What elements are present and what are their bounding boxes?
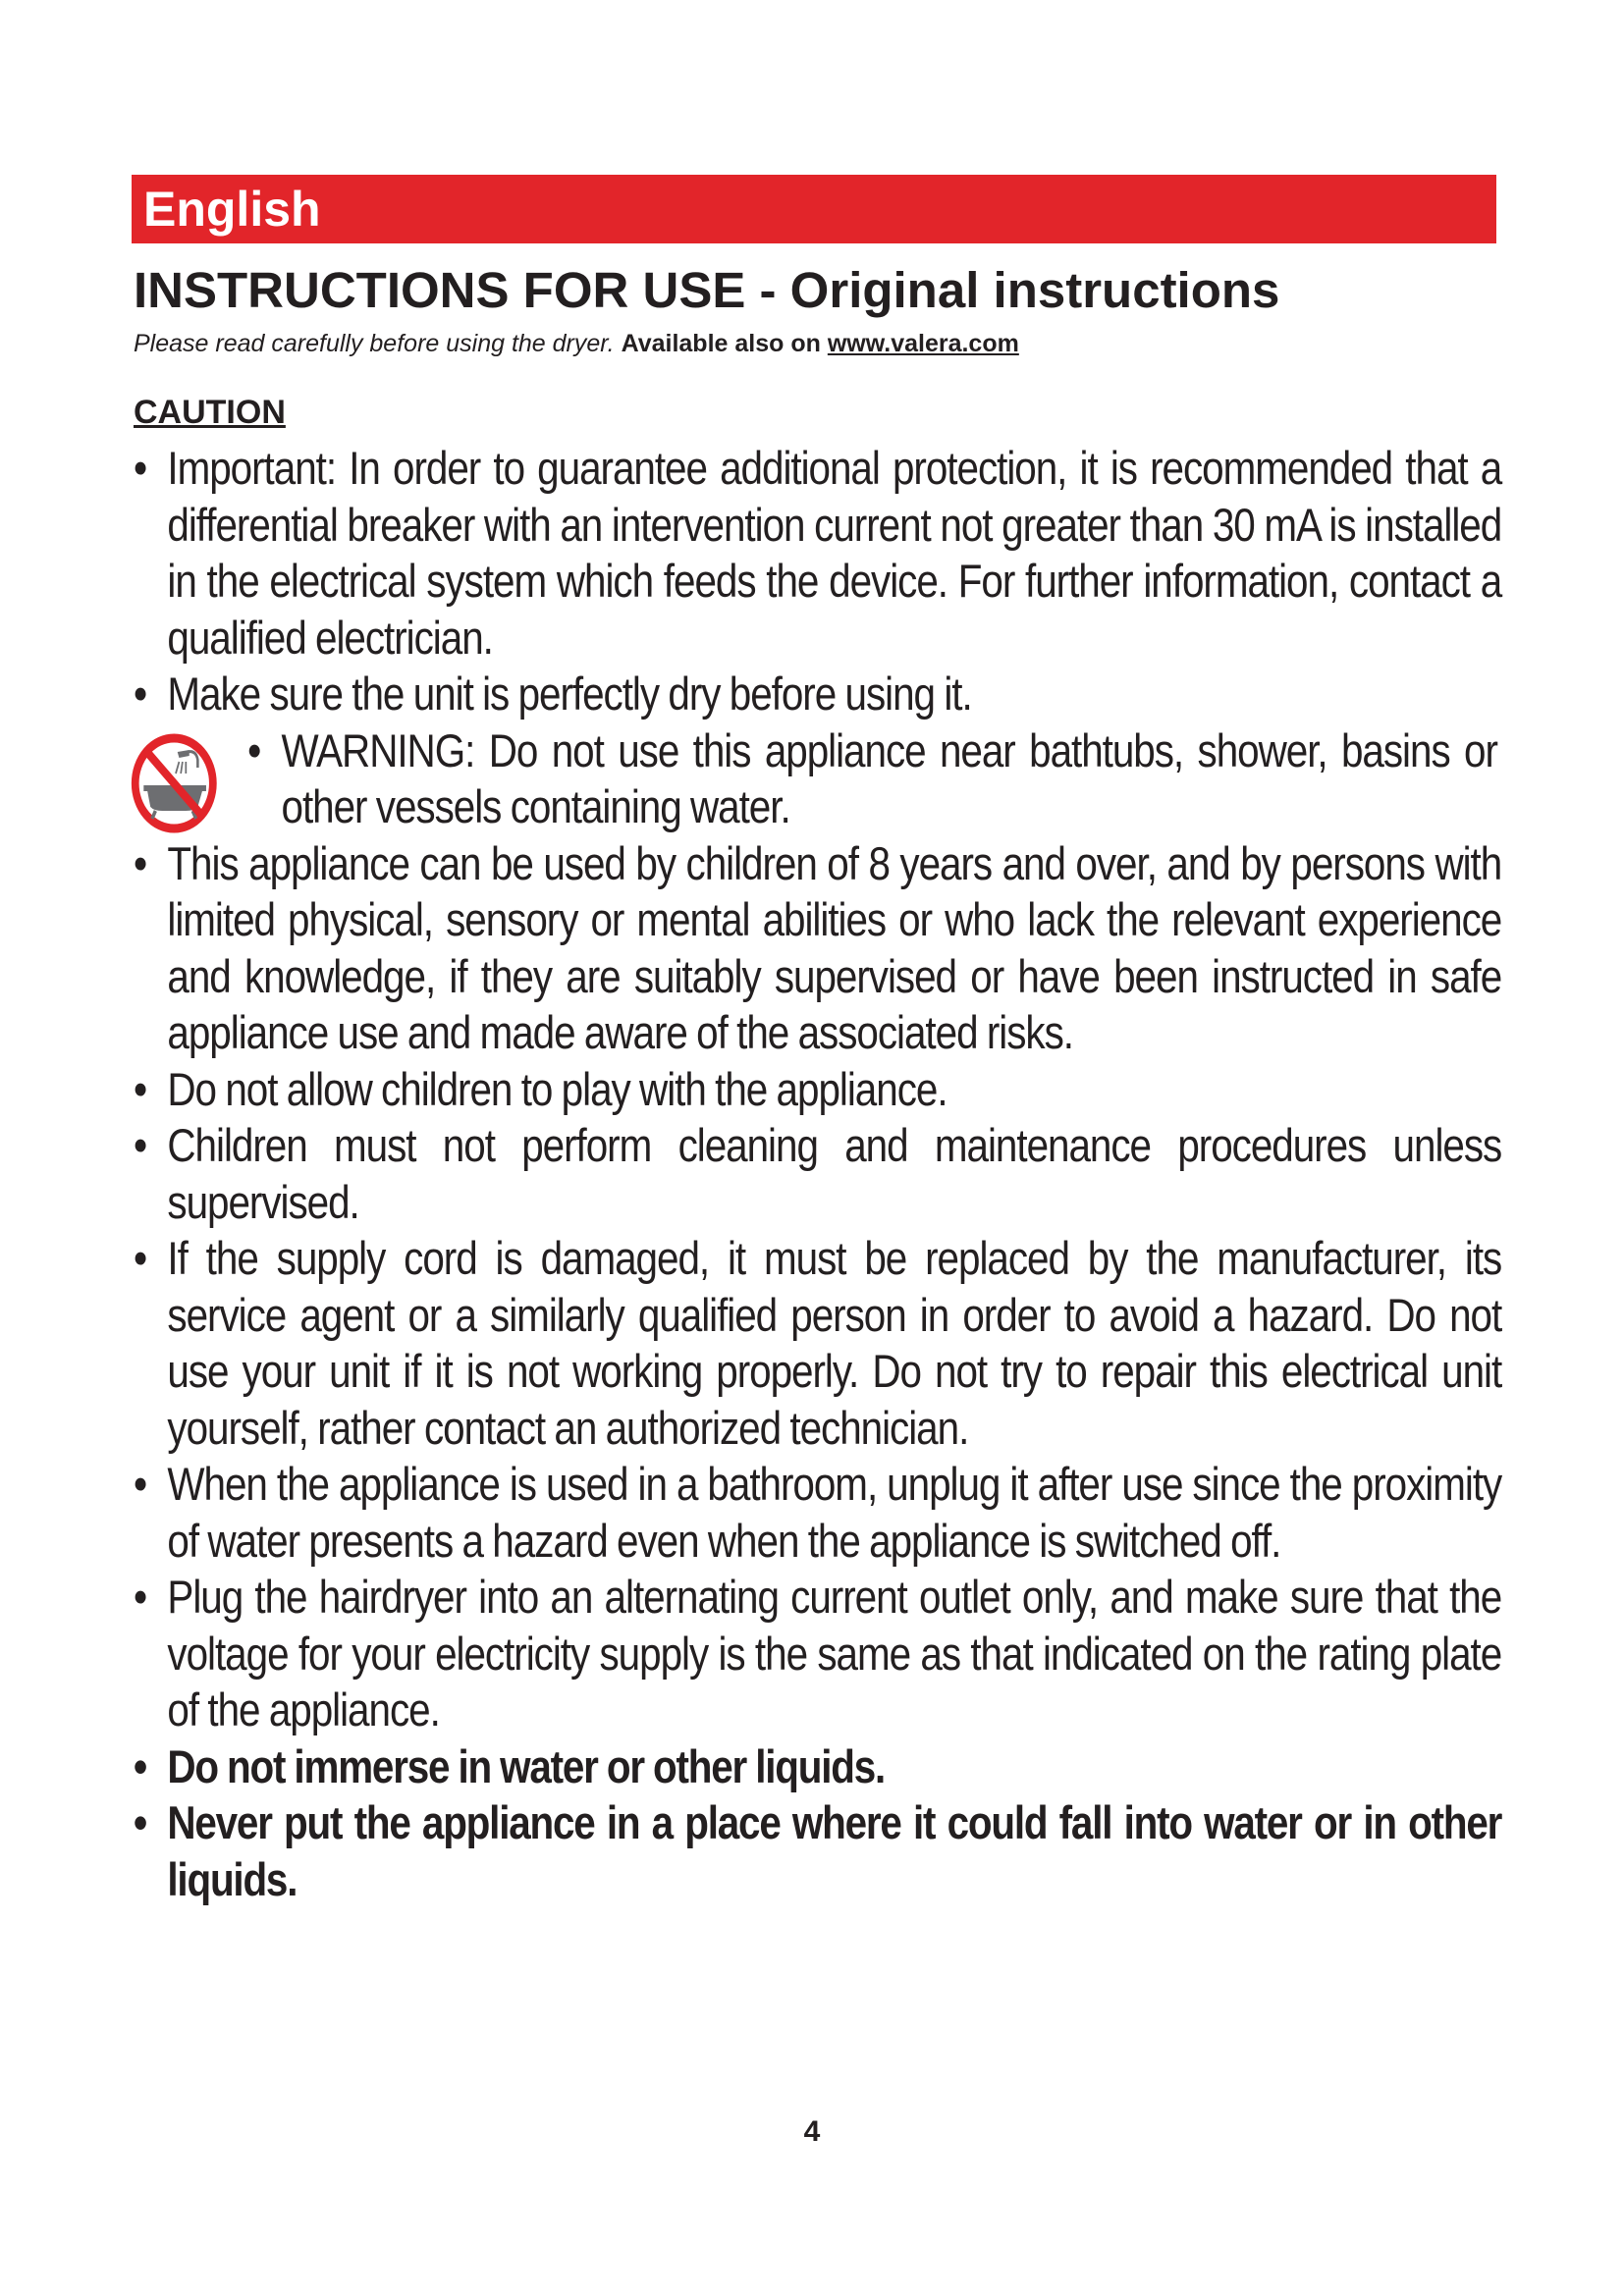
item-text: WARNING: Do not use this appliance near bathtubs, shower, basins or other vessels containing water. bbox=[281, 723, 1497, 832]
list-item bbox=[134, 666, 1501, 722]
item-text: Children must not perform cleaning and maintenance procedures unless supervised. bbox=[167, 1119, 1502, 1228]
bullet: • bbox=[134, 1119, 147, 1171]
bullet: • bbox=[134, 1796, 146, 1848]
caution-heading: CAUTION bbox=[134, 394, 286, 431]
item-text: Never put the appliance in a place where it could fall into water or in other liquids. bbox=[167, 1796, 1502, 1905]
list-item-bold bbox=[134, 1738, 1501, 1795]
item-text: When the appliance is used in a bathroom, unplug it after use since the proximity of water presents a hazard even when the appliance is switched off. bbox=[167, 1458, 1502, 1567]
list-item bbox=[134, 1061, 1501, 1118]
item-text: Do not immerse in water or other liquids. bbox=[167, 1739, 886, 1792]
bullet: • bbox=[134, 442, 147, 494]
page-title: INSTRUCTIONS FOR USE - Original instructions bbox=[134, 262, 1280, 318]
list-item bbox=[134, 1569, 1501, 1738]
list-item-bold bbox=[134, 1794, 1501, 1907]
language-bar bbox=[132, 175, 1496, 243]
bullet: • bbox=[134, 836, 147, 889]
bullet: • bbox=[134, 1062, 147, 1115]
bullet: • bbox=[134, 1232, 147, 1284]
website-link[interactable]: www.valera.com bbox=[827, 330, 1019, 357]
warning-item bbox=[134, 722, 1497, 835]
item-text: Do not allow children to play with the appliance. bbox=[167, 1062, 947, 1115]
list-item bbox=[134, 835, 1501, 1061]
subtitle bbox=[134, 328, 1019, 359]
item-text: This appliance can be used by children of 8 years and over, and by persons with limited physical, sensory or mental abilities or who lack the relevant experience and knowledge, if they are suitably supervised or have been instructed in safe appliance use and made aware of the associated risks. bbox=[167, 836, 1502, 1058]
subtitle-available: Available also on bbox=[621, 330, 821, 357]
item-text: Plug the hairdryer into an alternating current outlet only, and make sure that the voltage for your electricity supply is the same as that indicated on the rating plate of the appliance. bbox=[167, 1571, 1502, 1735]
list-item bbox=[134, 1230, 1501, 1456]
list-item bbox=[134, 440, 1501, 666]
no-bathtub-icon bbox=[127, 728, 235, 834]
list-item bbox=[134, 1117, 1501, 1230]
item-text: Important: In order to guarantee additional protection, it is recommended that a differential breaker with an intervention current not greater than 30 mA is installed in the electrical system which feeds the device. For further information, contact a qualified electrician. bbox=[167, 442, 1502, 664]
bullet: • bbox=[134, 1458, 147, 1510]
caution-list bbox=[134, 440, 1518, 1907]
bullet: • bbox=[134, 1739, 146, 1792]
item-text: Make sure the unit is perfectly dry before using it. bbox=[167, 667, 972, 720]
list-item bbox=[134, 1456, 1501, 1569]
bullet: • bbox=[247, 723, 261, 776]
language-label: English bbox=[143, 182, 321, 237]
page-number: 4 bbox=[803, 2115, 821, 2148]
subtitle-note: Please read carefully before using the dryer. bbox=[134, 330, 615, 357]
item-text: If the supply cord is damaged, it must be replaced by the manufacturer, its service agent or a similarly qualified person in order to avoid a hazard. Do not use your unit if it is not working properly. Do not try to repair this electrical unit yourself, rather contact an authorized technician. bbox=[167, 1232, 1502, 1454]
bullet: • bbox=[134, 1571, 147, 1623]
bullet: • bbox=[134, 667, 147, 720]
